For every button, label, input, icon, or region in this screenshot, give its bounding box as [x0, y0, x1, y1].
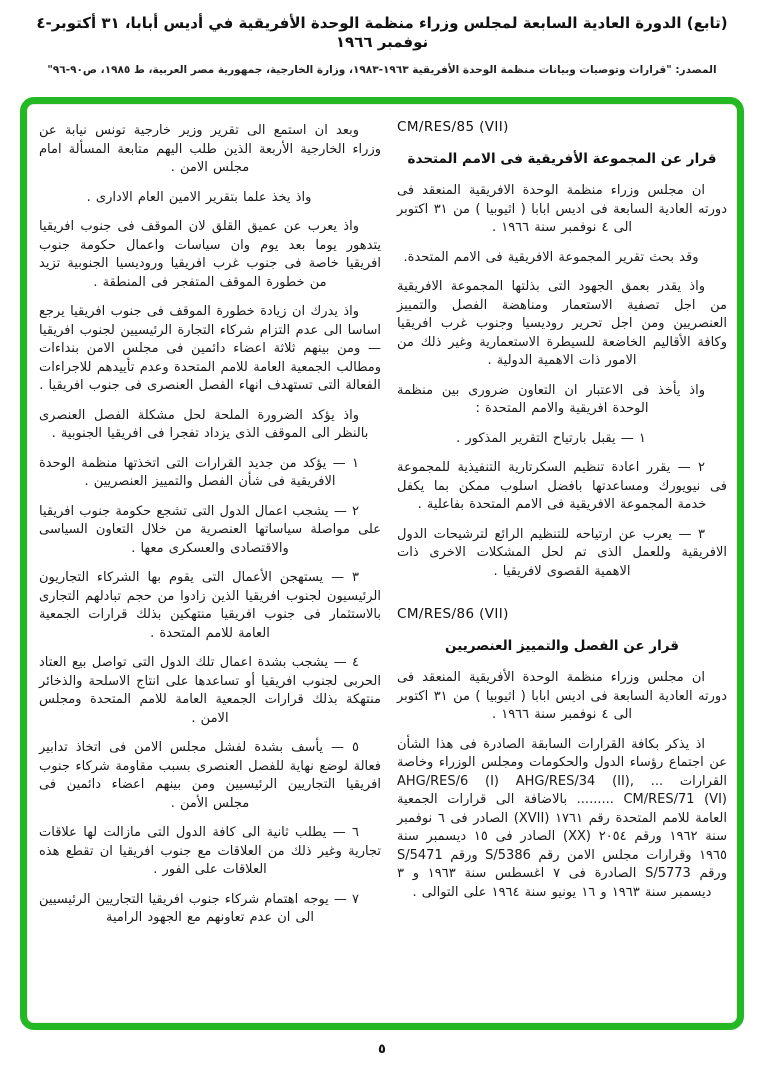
page-footer [0, 1038, 764, 1057]
numbered-item: ٤ — يشجب بشدة اعمال تلك الدول التى تواصل بيع العتاد الحربى لجنوب افريقيا أو تساعدها على انتاج الاسلحة والذخائر منتهكة بذلك قرارات الجمعية العامة للامم المتحدة ومجلس الامن . [39, 655, 381, 726]
green-border-frame [20, 97, 744, 1030]
page-number: ٥ [378, 1042, 386, 1057]
numbered-item: ١ — يقبل بارتياح التقرير المذكور . [456, 430, 646, 446]
right-column [397, 118, 727, 913]
paragraph: واذ يخذ علما بتقرير الامين العام الادارى . [86, 189, 312, 205]
paragraph: ان مجلس وزراء منظمة الوحدة الأفريقية المنعقد فى دورته العادية السابعة فى اديس ابابا ( اثيوبيا ) من ٣١ اكتوبر الى ٤ نوفمبر سنة ١٩٦٦ . [397, 670, 727, 722]
paragraph: اذ يذكر بكافة القرارات السابقة الصادرة فى هذا الشأن عن اجتماع رؤساء الدول والحكومات ومجلس الوزراء وخاصة القرارات ... AHG/RES/6 (I) AHG/RES/34 (II), CM/RES/71 (VI) ......... بالاضافة الى قرارات الجمعية العامة للامم المتحدة رقم ١٧٦١ (XVII) الصادر فى ٦ نوفمبر سنة ١٩٦٢ ورقم ٢٠٥٤ (XX) الصادر فى ١٥ ديسمبر سنة ١٩٦٥ وقرارات مجلس الامن رقم S/5386 ورقم S/5471 ورقم S/5773 الصادرة فى ٧ اغسطس سنة ١٩٦٣ و ٣ ديسمبر سنة ١٩٦٣ و ١٦ يونيو سنة ١٩٦٤ على التوالى . [397, 736, 728, 900]
resolution-title-cm-res-86: قرار عن الفصل والتمييز العنصريين [445, 637, 679, 654]
numbered-item: ١ — يؤكد من جديد القرارات التى اتخذتها منظمة الوحدة الافريقية فى شأن الفصل والتمييز العنصريين . [39, 455, 359, 489]
source-citation: المصدر: "قرارات وتوصيات وبيانات منظمة الوحدة الأفريقية ١٩٦٣-١٩٨٣، وزارة الخارجية، جمهورية مصر العربية، ط ١٩٨٥، ص٩٠-٩٦" [47, 64, 717, 76]
numbered-item: ٧ — يوجه اهتمام شركاء جنوب افريقيا التجاريين الرئيسيين الى ان عدم تعاونهم مع الجهود الرامية [39, 891, 359, 925]
paragraph: واذ يؤكد الضرورة الملحة لحل مشكلة الفصل العنصرى بالنظر الى الموقف الذى يزداد تفجرا فى افريقيا الجنوبية . [39, 407, 369, 441]
paragraph: واذ يدرك ان زيادة خطورة الموقف فى جنوب افريقيا يرجع اساسا الى عدم التزام شركاء التجارة الرئيسيين لجنوب افريقيا — ومن بينهم ثلاثة اعضاء دائمين فى مجلس الامن بنداءات ومطالب الجمعية العامة للامم المتحدة وعدم تأييدهم للاجراءات الفعالة التى تستهدف انهاء الفصل العنصرى فى جنوب افريقيا . [39, 304, 381, 393]
numbered-item: ٣ — يعرب عن ارتياحه للتنظيم الرائع لترشيحات الدول الافريقية وللعمل الذى تم لحل المشكلات الاخرى ذات الاهمية القصوى لافريقيا . [397, 526, 727, 579]
left-column [39, 122, 381, 939]
paragraph: واذ يأخذ فى الاعتبار ان التعاون ضرورى بين منظمة الوحدة افريقية والامم المتحدة : [397, 382, 705, 416]
resolution-title-cm-res-85: قرار عن المجموعة الأفريقية فى الامم المتحدة [407, 150, 717, 167]
numbered-item: ٦ — يطلب ثانية الى كافة الدول التى مازالت لها علاقات تجارية وغير ذلك من العلاقات مع جنوب افريقيا ان تقطع هذه العلاقات على الفور . [39, 825, 381, 877]
paragraph: ان مجلس وزراء منظمة الوحدة الافريقية المنعقد فى دورته العادية السابعة فى اديس ابابا ( اثيوبيا ) من ٣١ اكتوبر الى ٤ نوفمبر سنة ١٩٦٦ . [397, 183, 727, 235]
paragraph: وقد بحث تقرير المجموعة الافريقية فى الامم المتحدة. [403, 249, 699, 265]
numbered-item: ٥ — يأسف بشدة لفشل مجلس الامن فى اتخاذ تدابير فعالة لوضع نهاية للفصل العنصرى بسبب مقاومة شركاء جنوب افريقيا التجاريين الرئيسيين ومن بينهم اعضاء دائمين فى مجلس الأمن . [39, 740, 381, 811]
resolution-code-cm-res-85: CM/RES/85 (VII) [397, 119, 509, 135]
paragraph: وبعد ان استمع الى تقرير وزير خارجية تونس نيابة عن وزراء الخارجية الأربعة الذين طلب اليهم متابعة المسألة امام مجلس الامن . [39, 123, 381, 175]
numbered-item: ٢ — يقرر اعادة تنظيم السكرتارية التنفيذية للمجموعة فى نيويورك ومساعدتها بافضل اسلوب ممكن بما يكفل خدمة المجموعة الافريقية فى الامم المتحدة بفاعلية . [397, 460, 727, 512]
session-title: (تابع) الدورة العادية السابعة لمجلس وزراء منظمة الوحدة الأفريقية في أديس أبابا، ٣١ أكتوبر-٤ نوفمبر ١٩٦٦ [36, 14, 728, 51]
paragraph: واذ يعرب عن عميق القلق لان الموقف فى جنوب افريقيا يتدهور يوما بعد يوم وان سياسات واعمال حكومة جنوب افريقيا خاصة فى جنوب غرب افريقيا وروديسيا الجنوبية تزيد من خطورة الموقف المتفجر فى المنطقة . [39, 219, 381, 290]
numbered-item: ٣ — يستهجن الأعمال التى يقوم بها الشركاء التجاريون الرئيسيون لجنوب افريقيا الذين زادوا من حجم تبادلهم التجارى بالاستثمار فى جنوب افريقيا منتهكين بذلك قرارات الجمعية العامة للامم المتحدة . [39, 570, 381, 641]
resolution-code-cm-res-86: CM/RES/86 (VII) [397, 606, 509, 622]
numbered-item: ٢ — يشجب اعمال الدول التى تشجع حكومة جنوب افريقيا على مواصلة سياساتها العنصرية من خلال التعاون السياسى والاقتصادى والعسكرى معها . [39, 503, 381, 556]
paragraph: واذ يقدر بعمق الجهود التى بذلتها المجموعة الافريقية من اجل تصفية الاستعمار ومناهضة الفصل والتمييز العنصريين ومن اجل تحرير روديسيا وجنوب غرب افريقيا وكافة الأقاليم الخاضعة للسيطرة الاستعمارية وغير ذلك من الامور ذات الاهمية الدولية . [397, 279, 727, 368]
